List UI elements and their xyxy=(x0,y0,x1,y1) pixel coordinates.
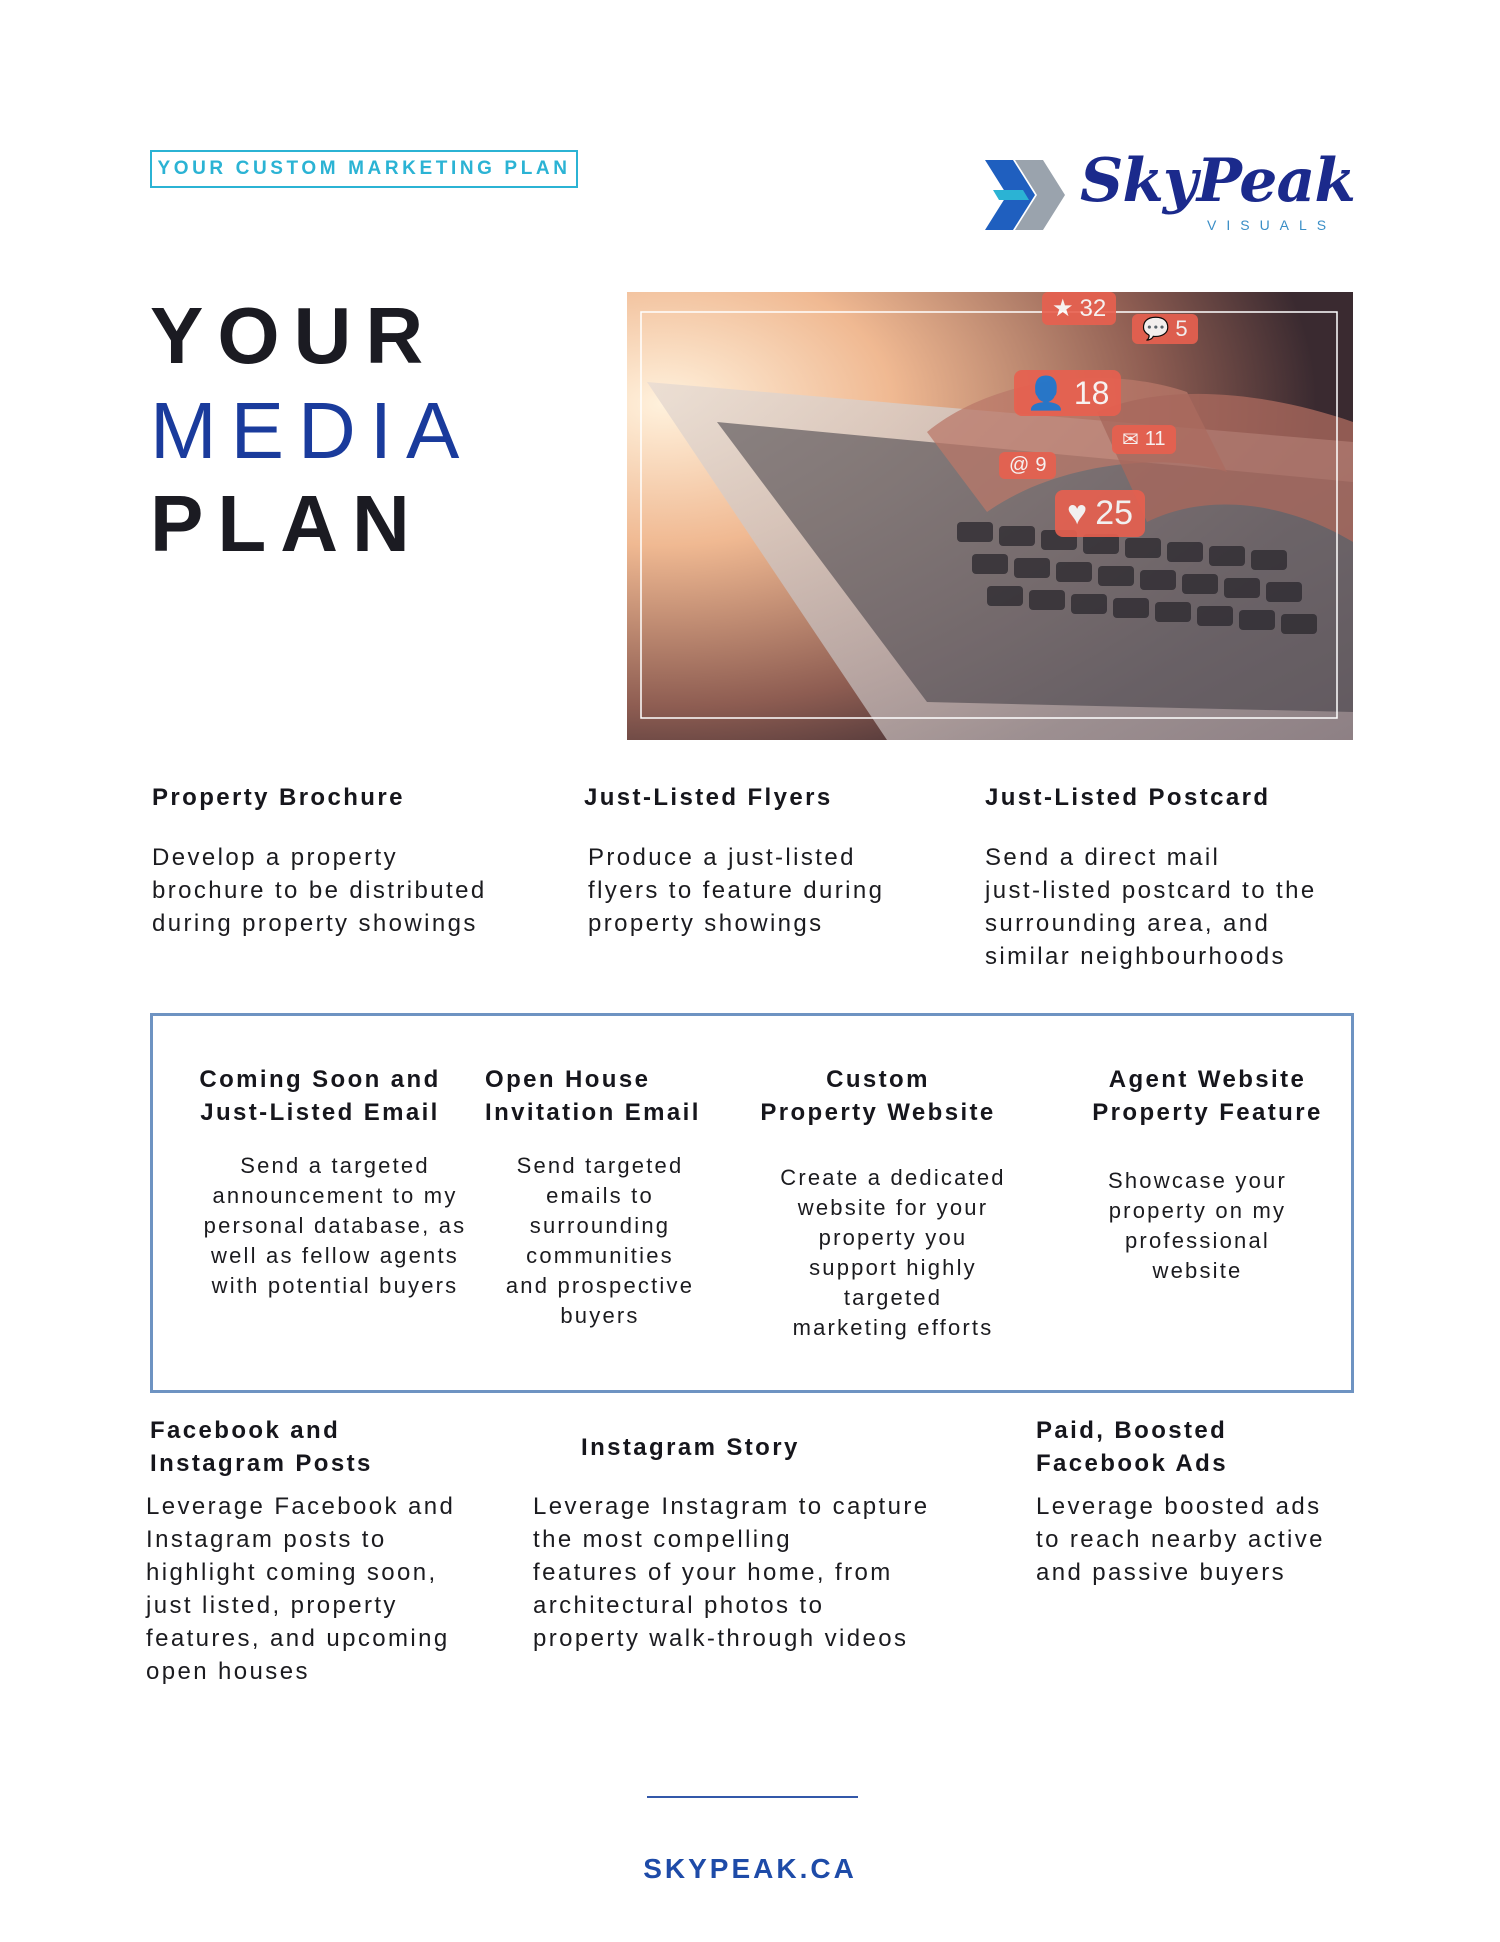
heart-badge xyxy=(1055,490,1145,537)
star-badge xyxy=(1042,292,1116,325)
service-title: Custom Property Website xyxy=(760,1066,996,1126)
service-description: Produce a just-listed flyers to feature during property showings xyxy=(588,844,885,937)
headline-line-2: MEDIA xyxy=(150,386,474,475)
service-custom-property-website xyxy=(748,1063,1008,1343)
service-paid-facebook-ads xyxy=(1036,1414,1366,1589)
service-facebook-instagram-posts xyxy=(146,1414,506,1688)
user-badge xyxy=(1014,370,1121,416)
service-instagram-story xyxy=(533,1431,973,1655)
service-title: Agent Website Property Feature xyxy=(1092,1066,1323,1126)
service-description: Leverage Facebook and Instagram posts to highlight coming soon, just listed, property features, and upcoming open houses xyxy=(146,1493,456,1685)
service-title: Open House Invitation Email xyxy=(485,1066,701,1126)
service-description: Send a direct mail just-listed postcard to the surrounding area, and similar neighbourhoods xyxy=(985,844,1317,970)
mail-icon: ✉ xyxy=(1122,429,1139,451)
at-badge xyxy=(999,452,1056,479)
service-title: Instagram Story xyxy=(581,1434,800,1461)
service-title: Just-Listed Postcard xyxy=(985,784,1271,811)
logo-wordmark: SkyPeak xyxy=(1080,146,1355,216)
marketing-plan-tag-label: YOUR CUSTOM MARKETING PLAN xyxy=(157,158,571,179)
mail-badge xyxy=(1112,425,1176,454)
service-description: Create a dedicated website for your property you support highly targeted marketing efforts xyxy=(780,1165,1006,1340)
footer-divider xyxy=(647,1796,858,1798)
user-count: 18 xyxy=(1073,374,1110,411)
service-property-brochure xyxy=(152,781,532,940)
service-coming-soon-email xyxy=(165,1063,475,1301)
service-description: Showcase your property on my professional website xyxy=(1107,1168,1287,1283)
star-count: 32 xyxy=(1079,294,1107,322)
service-description: Leverage Instagram to capture the most compelling features of your home, from architectural photos to property walk-through videos xyxy=(533,1493,930,1652)
star-icon: ★ xyxy=(1052,295,1074,322)
heart-count: 25 xyxy=(1095,494,1134,532)
service-open-house-email xyxy=(485,1063,735,1331)
comment-count: 5 xyxy=(1175,316,1188,341)
at-count: 9 xyxy=(1035,454,1047,476)
chevron-logo-icon xyxy=(985,160,1075,230)
service-description: Send targeted emails to surrounding communities and prospective buyers xyxy=(505,1153,695,1328)
service-description: Send a targeted announcement to my personal database, as well as fellow agents with potential buyers xyxy=(203,1153,467,1298)
footer-website-link[interactable]: SKYPEAK.CA xyxy=(643,1853,857,1884)
laptop-photo-illustration xyxy=(627,292,1353,740)
at-icon: @ xyxy=(1009,454,1030,476)
service-title: Coming Soon and Just-Listed Email xyxy=(199,1066,441,1126)
service-agent-website-feature xyxy=(1075,1063,1340,1286)
logo-subtitle: VISUALS xyxy=(1207,217,1337,233)
service-just-listed-flyers xyxy=(584,781,964,940)
service-title: Property Brochure xyxy=(152,784,405,811)
headline-line-3: PLAN xyxy=(150,479,424,568)
service-title: Paid, Boosted Facebook Ads xyxy=(1036,1417,1228,1477)
service-just-listed-postcard xyxy=(985,781,1365,973)
user-icon: 👤 xyxy=(1026,375,1066,411)
service-description: Leverage boosted ads to reach nearby active and passive buyers xyxy=(1036,1493,1325,1586)
marketing-plan-tag xyxy=(150,150,578,188)
service-title: Just-Listed Flyers xyxy=(584,784,833,811)
comment-icon: 💬 xyxy=(1142,316,1170,341)
laptop-social-photo xyxy=(627,292,1353,740)
headline-line-1: YOUR xyxy=(150,291,438,380)
service-title: Facebook and Instagram Posts xyxy=(150,1417,373,1477)
skypeak-logo xyxy=(985,146,1365,240)
service-description: Develop a property brochure to be distributed during property showings xyxy=(152,844,487,937)
mail-count: 11 xyxy=(1144,428,1166,450)
comment-badge xyxy=(1132,314,1198,344)
heart-icon: ♥ xyxy=(1067,494,1088,532)
